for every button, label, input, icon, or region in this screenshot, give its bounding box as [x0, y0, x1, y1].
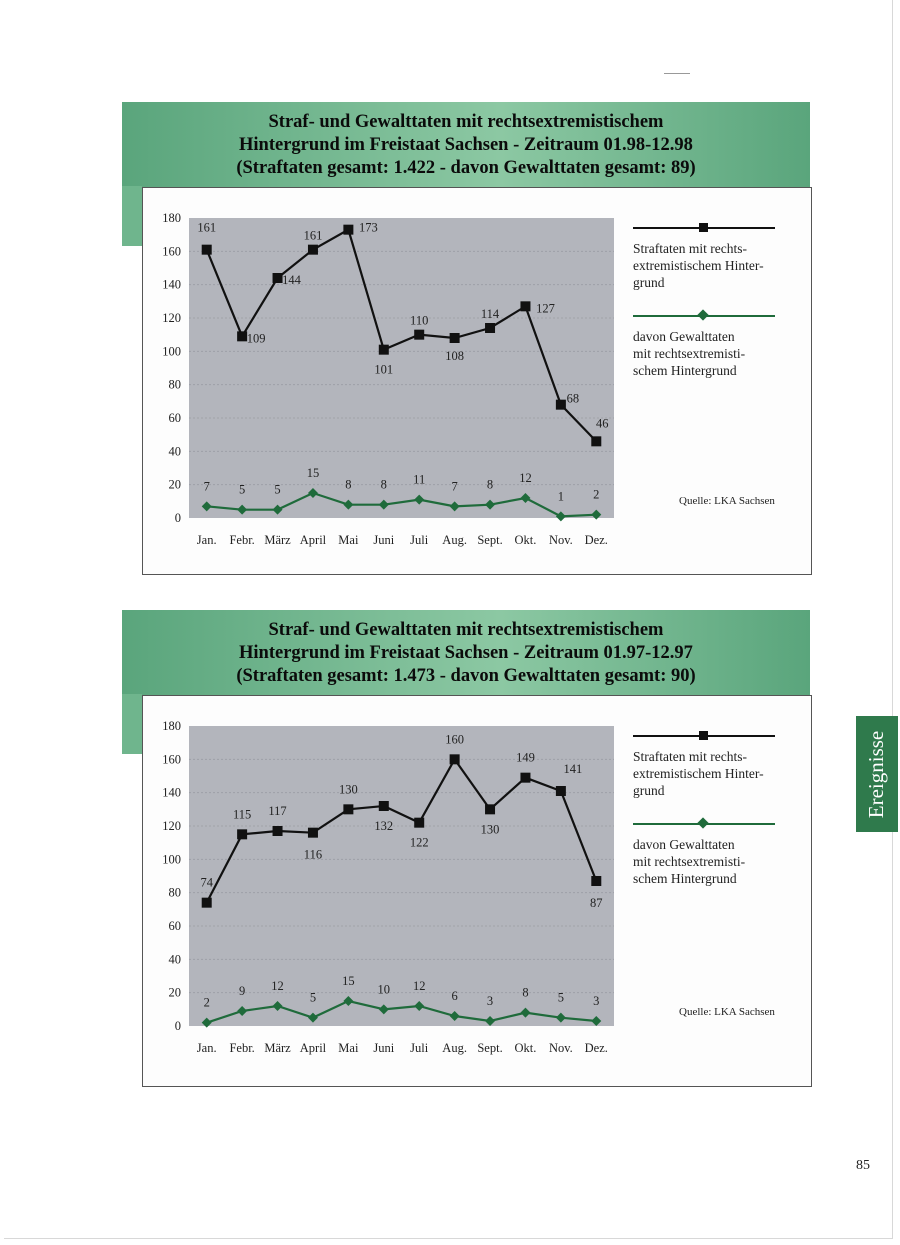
data-label: 3 — [593, 994, 600, 1008]
data-label: 2 — [593, 487, 600, 502]
data-label: 117 — [268, 804, 287, 818]
data-point — [343, 804, 353, 814]
data-label: 7 — [203, 479, 210, 494]
data-label: 12 — [519, 471, 532, 485]
legend-label-series2: davon Gewalttaten mit rechtsextremisti- schem Hintergrund — [633, 329, 746, 378]
y-tick-label: 180 — [162, 211, 181, 225]
x-tick-label: Nov. — [548, 1041, 573, 1055]
data-point — [414, 330, 424, 340]
data-label: 116 — [303, 847, 323, 862]
data-label: 149 — [516, 750, 535, 765]
x-tick-label: Okt. — [514, 1041, 537, 1055]
section-tab — [856, 716, 898, 832]
data-label: 10 — [377, 982, 391, 997]
chart-title-banner — [122, 102, 810, 188]
source-note: Quelle: LKA Sachsen — [679, 495, 775, 507]
x-tick-label: Mai — [338, 533, 359, 547]
legend-swatch-series2 — [633, 818, 783, 830]
y-tick-label: 0 — [174, 1019, 181, 1033]
legend-entry-series2 — [633, 310, 783, 379]
y-tick-label: 0 — [174, 511, 181, 525]
data-label: 7 — [451, 479, 458, 494]
data-label: 122 — [409, 835, 429, 850]
panel-shade — [122, 694, 142, 754]
data-label: 11 — [413, 472, 426, 487]
data-label: 46 — [596, 416, 609, 431]
data-point — [379, 345, 389, 355]
data-label: 127 — [536, 301, 555, 316]
chart-panel — [142, 695, 812, 1087]
legend-swatch-series1 — [633, 730, 783, 742]
x-tick-label: Febr. — [229, 533, 255, 547]
x-tick-label: April — [299, 533, 327, 547]
y-tick-label: 20 — [168, 985, 181, 1000]
data-label: 15 — [306, 466, 320, 480]
legend-label-series2: davon Gewalttaten mit rechtsextremisti- schem Hintergrund — [633, 837, 746, 886]
data-label: 3 — [486, 994, 494, 1008]
y-tick-label: 120 — [162, 311, 181, 325]
data-point — [379, 801, 389, 811]
y-tick-label: 20 — [168, 477, 181, 492]
data-point — [520, 773, 530, 783]
chart-title-line: Hintergrund im Freistaat Sachsen - Zeitraum 01.97-12.97 — [239, 642, 693, 663]
y-tick-label: 100 — [162, 344, 181, 359]
data-label: 115 — [232, 807, 252, 822]
x-tick-label: Aug. — [442, 533, 467, 547]
data-point — [414, 818, 424, 828]
data-label: 8 — [486, 477, 494, 492]
section-tab-label: Ereignisse — [864, 730, 889, 818]
data-point — [308, 828, 318, 838]
data-label: 161 — [197, 220, 217, 235]
chart-title-banner — [122, 610, 810, 696]
chart-panel — [142, 187, 812, 575]
legend-swatch-series1 — [633, 222, 783, 234]
legend-label-series1: Straftaten mit rechts- extremistischem Hinter- grund — [633, 241, 764, 290]
data-point — [450, 333, 460, 343]
data-point — [520, 301, 530, 311]
x-tick-label: Juli — [410, 533, 429, 547]
chart-title-line: Straf- und Gewalttaten mit rechtsextremistischem — [268, 111, 664, 132]
x-tick-label: April — [299, 1041, 327, 1055]
data-point — [202, 898, 212, 908]
data-label: 1 — [557, 489, 564, 504]
data-point — [273, 826, 283, 836]
x-tick-label: Juni — [373, 1041, 395, 1055]
legend-entry-series1 — [633, 222, 783, 291]
data-point — [556, 400, 566, 410]
x-tick-label: Mai — [338, 1041, 359, 1055]
x-tick-label: März — [264, 533, 291, 547]
chart-title-line: Straf- und Gewalttaten mit rechtsextremistischem — [268, 619, 664, 640]
data-label: 109 — [246, 331, 266, 346]
data-label: 5 — [309, 990, 317, 1005]
data-point — [343, 225, 353, 235]
x-tick-label: Okt. — [514, 533, 537, 547]
data-point — [237, 331, 247, 341]
data-point — [591, 436, 601, 446]
data-label: 101 — [374, 362, 394, 377]
data-label: 8 — [522, 985, 529, 1000]
data-point — [485, 804, 495, 814]
data-label: 132 — [374, 819, 394, 833]
source-note: Quelle: LKA Sachsen — [679, 1006, 775, 1018]
data-label: 160 — [445, 732, 464, 747]
x-tick-label: Jan. — [196, 1041, 217, 1055]
y-tick-label: 80 — [168, 377, 181, 392]
y-tick-label: 80 — [168, 885, 181, 900]
data-point — [202, 245, 212, 255]
y-tick-label: 100 — [162, 852, 181, 867]
y-tick-label: 60 — [168, 411, 181, 425]
data-label: 161 — [303, 228, 323, 243]
data-label: 141 — [563, 762, 583, 776]
data-point — [556, 786, 566, 796]
chart-figure-1998 — [122, 102, 810, 582]
x-tick-label: Sept. — [477, 533, 503, 547]
data-label: 8 — [380, 477, 387, 492]
x-tick-label: Jan. — [196, 533, 217, 547]
data-label: 2 — [203, 995, 210, 1010]
data-label: 12 — [271, 979, 284, 993]
data-label: 87 — [590, 896, 603, 910]
x-tick-label: Dez. — [584, 1041, 608, 1055]
data-point — [308, 245, 318, 255]
legend-entry-series2 — [633, 818, 783, 887]
chart-figure-1997 — [122, 610, 810, 1098]
chart-title-line: (Straftaten gesamt: 1.473 - davon Gewalttaten gesamt: 90) — [236, 665, 696, 686]
y-tick-label: 160 — [162, 752, 181, 767]
data-point — [273, 273, 283, 283]
x-tick-label: Febr. — [229, 1041, 255, 1055]
data-point — [237, 829, 247, 839]
x-tick-label: Juni — [373, 533, 395, 547]
x-tick-label: Sept. — [477, 1041, 503, 1055]
data-label: 74 — [200, 875, 213, 890]
data-point — [591, 876, 601, 886]
y-tick-label: 180 — [162, 719, 181, 733]
top-mark — [664, 73, 690, 74]
panel-shade — [122, 186, 142, 246]
data-label: 130 — [480, 822, 500, 837]
data-label: 5 — [274, 482, 281, 497]
chart-title-line: (Straftaten gesamt: 1.422 - davon Gewalttaten gesamt: 89) — [236, 157, 696, 178]
data-label: 130 — [339, 782, 358, 797]
data-label: 108 — [445, 349, 464, 363]
chart-title-line: Hintergrund im Freistaat Sachsen - Zeitraum 01.98-12.98 — [239, 134, 693, 155]
data-label: 110 — [410, 313, 429, 328]
legend-swatch-series2 — [633, 310, 783, 322]
legend-label-series1: Straftaten mit rechts- extremistischem Hinter- grund — [633, 749, 764, 798]
data-label: 9 — [239, 984, 246, 998]
data-label: 5 — [239, 482, 246, 497]
data-label: 173 — [359, 220, 378, 235]
x-tick-label: Nov. — [548, 533, 573, 547]
y-tick-label: 140 — [162, 277, 181, 292]
legend-entry-series1 — [633, 730, 783, 799]
plot-area — [189, 726, 614, 1026]
y-tick-label: 160 — [162, 244, 181, 259]
y-tick-label: 140 — [162, 785, 181, 800]
data-label: 8 — [345, 477, 352, 492]
x-tick-label: März — [264, 1041, 291, 1055]
y-tick-label: 40 — [168, 952, 181, 967]
data-label: 12 — [412, 979, 426, 993]
data-point — [450, 754, 460, 764]
y-tick-label: 40 — [168, 444, 181, 459]
page-number: 85 — [856, 1158, 870, 1173]
x-tick-label: Juli — [410, 1041, 429, 1055]
data-label: 68 — [566, 391, 580, 406]
y-tick-label: 120 — [162, 819, 181, 833]
x-tick-label: Aug. — [442, 1041, 467, 1055]
data-label: 6 — [451, 989, 458, 1003]
data-label: 15 — [342, 974, 355, 988]
y-tick-label: 60 — [168, 919, 181, 933]
data-label: 5 — [557, 990, 564, 1005]
data-point — [485, 323, 495, 333]
data-label: 144 — [282, 273, 301, 287]
data-label: 114 — [480, 307, 500, 321]
x-tick-label: Dez. — [584, 533, 608, 547]
plot-area — [189, 218, 614, 518]
chart-title — [236, 619, 695, 688]
chart-title — [236, 111, 695, 180]
